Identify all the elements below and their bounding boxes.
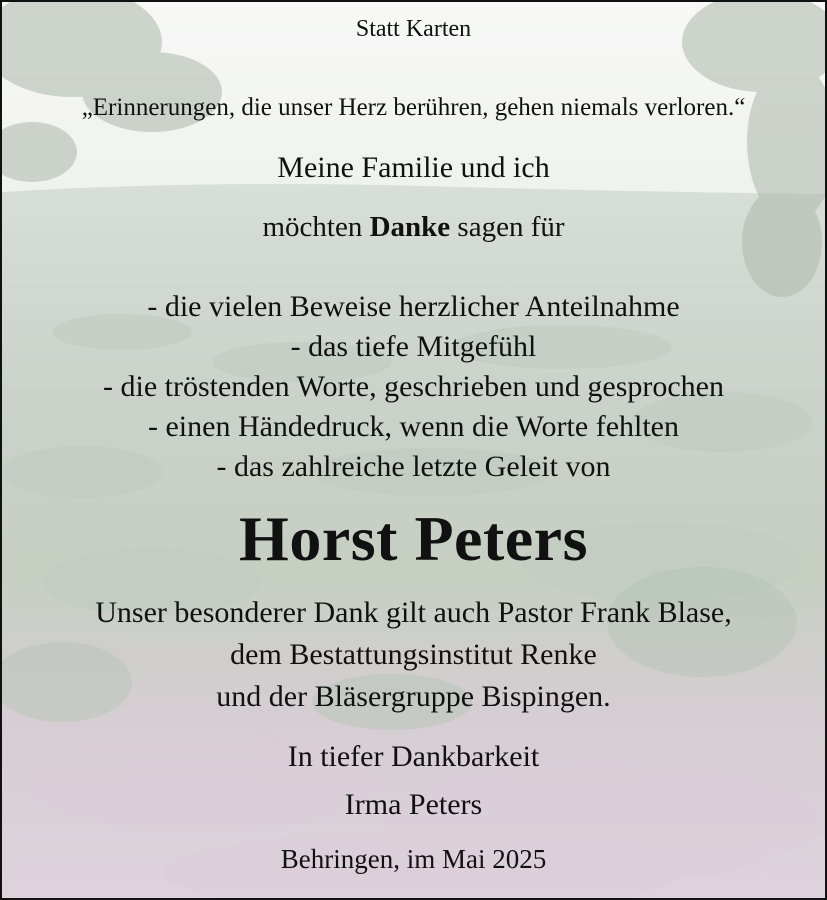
memorial-quote: „Erinnerungen, die unser Herz berühren, gehen niemals verloren.“ xyxy=(81,94,746,121)
signer-name: Irma Peters xyxy=(344,788,483,821)
intro-line-2 xyxy=(2,211,825,244)
closing-phrase: In tiefer Dankbarkeit xyxy=(287,740,540,773)
thanks-item: - das zahlreiche letzte Geleit von xyxy=(216,450,611,483)
thanks-item: - die vielen Beweise herzlicher Anteilnahme xyxy=(147,290,680,323)
thanks-item: - einen Händedruck, wenn die Worte fehlten xyxy=(148,410,679,443)
intro-line-2-after: sagen für xyxy=(457,211,565,243)
header-statt-karten: Statt Karten xyxy=(355,16,472,42)
thanks-item: - das tiefe Mitgefühl xyxy=(290,330,537,363)
notice-content xyxy=(2,2,825,898)
intro-line-1: Meine Familie und ich xyxy=(277,151,550,184)
place-and-date: Behringen, im Mai 2025 xyxy=(280,844,547,874)
special-thanks-line: und der Bläsergruppe Bispingen. xyxy=(216,680,611,713)
special-thanks-line: dem Bestattungsinstitut Renke xyxy=(230,638,597,671)
intro-line-2-before: möchten xyxy=(262,211,363,243)
deceased-name: Horst Peters xyxy=(239,503,588,574)
thanks-item: - die tröstenden Worte, geschrieben und gesprochen xyxy=(103,370,724,403)
thanks-list xyxy=(2,287,825,487)
special-thanks xyxy=(2,592,825,718)
intro-line-2-bold: Danke xyxy=(369,211,451,243)
special-thanks-line: Unser besonderer Dank gilt auch Pastor Frank Blase, xyxy=(95,596,732,629)
